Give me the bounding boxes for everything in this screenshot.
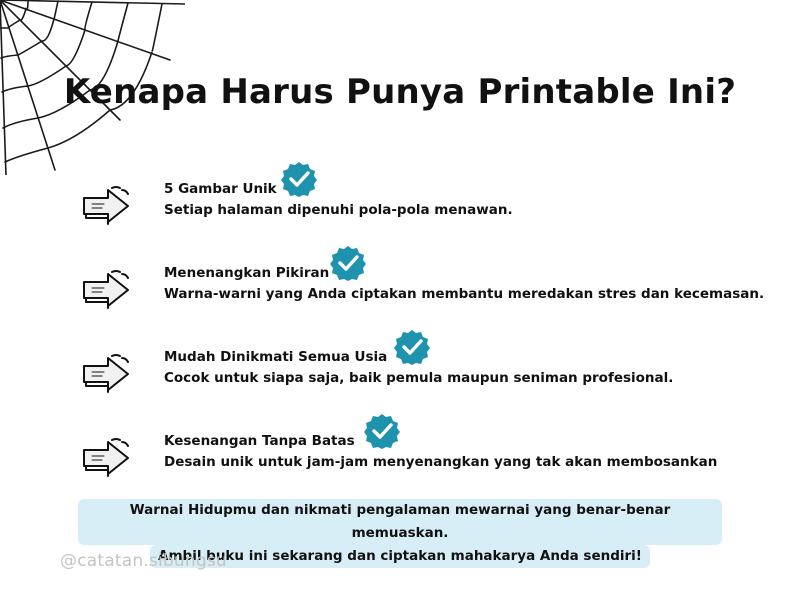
verified-check-badge-icon	[281, 161, 317, 197]
hand-drawn-arrow-icon	[78, 184, 138, 230]
banner-line-2: Ambil buku ini sekarang dan ciptakan mahakarya Anda sendiri!	[150, 545, 650, 568]
watermark-handle: @catatan.sibungsu	[60, 551, 227, 571]
verified-check-badge-icon	[394, 329, 430, 365]
item-description: Setiap halaman dipenuhi pola-pola menawan.	[164, 202, 513, 218]
list-item	[0, 432, 800, 502]
hand-drawn-arrow-icon	[78, 436, 138, 482]
list-item	[0, 180, 800, 250]
item-description: Warna-warni yang Anda ciptakan membantu meredakan stres dan kecemasan.	[164, 286, 765, 302]
verified-check-badge-icon	[330, 245, 366, 281]
page-title: Kenapa Harus Punya Printable Ini?	[63, 72, 737, 112]
item-description: Cocok untuk siapa saja, baik pemula maupun seniman profesional.	[164, 370, 674, 386]
item-description: Desain unik untuk jam-jam menyenangkan yang tak akan membosankan	[164, 454, 718, 470]
hand-drawn-arrow-icon	[78, 352, 138, 398]
verified-check-badge-icon	[364, 413, 400, 449]
banner-line-1: Warnai Hidupmu dan nikmati pengalaman mewarnai yang benar-benar memuaskan.	[78, 499, 722, 545]
item-heading: 5 Gambar Unik	[164, 181, 277, 197]
list-item	[0, 264, 800, 334]
hand-drawn-arrow-icon	[78, 268, 138, 314]
item-heading: Mudah Dinikmati Semua Usia	[164, 349, 388, 365]
item-heading: Kesenangan Tanpa Batas	[164, 433, 355, 449]
item-heading: Menenangkan Pikiran	[164, 265, 330, 281]
